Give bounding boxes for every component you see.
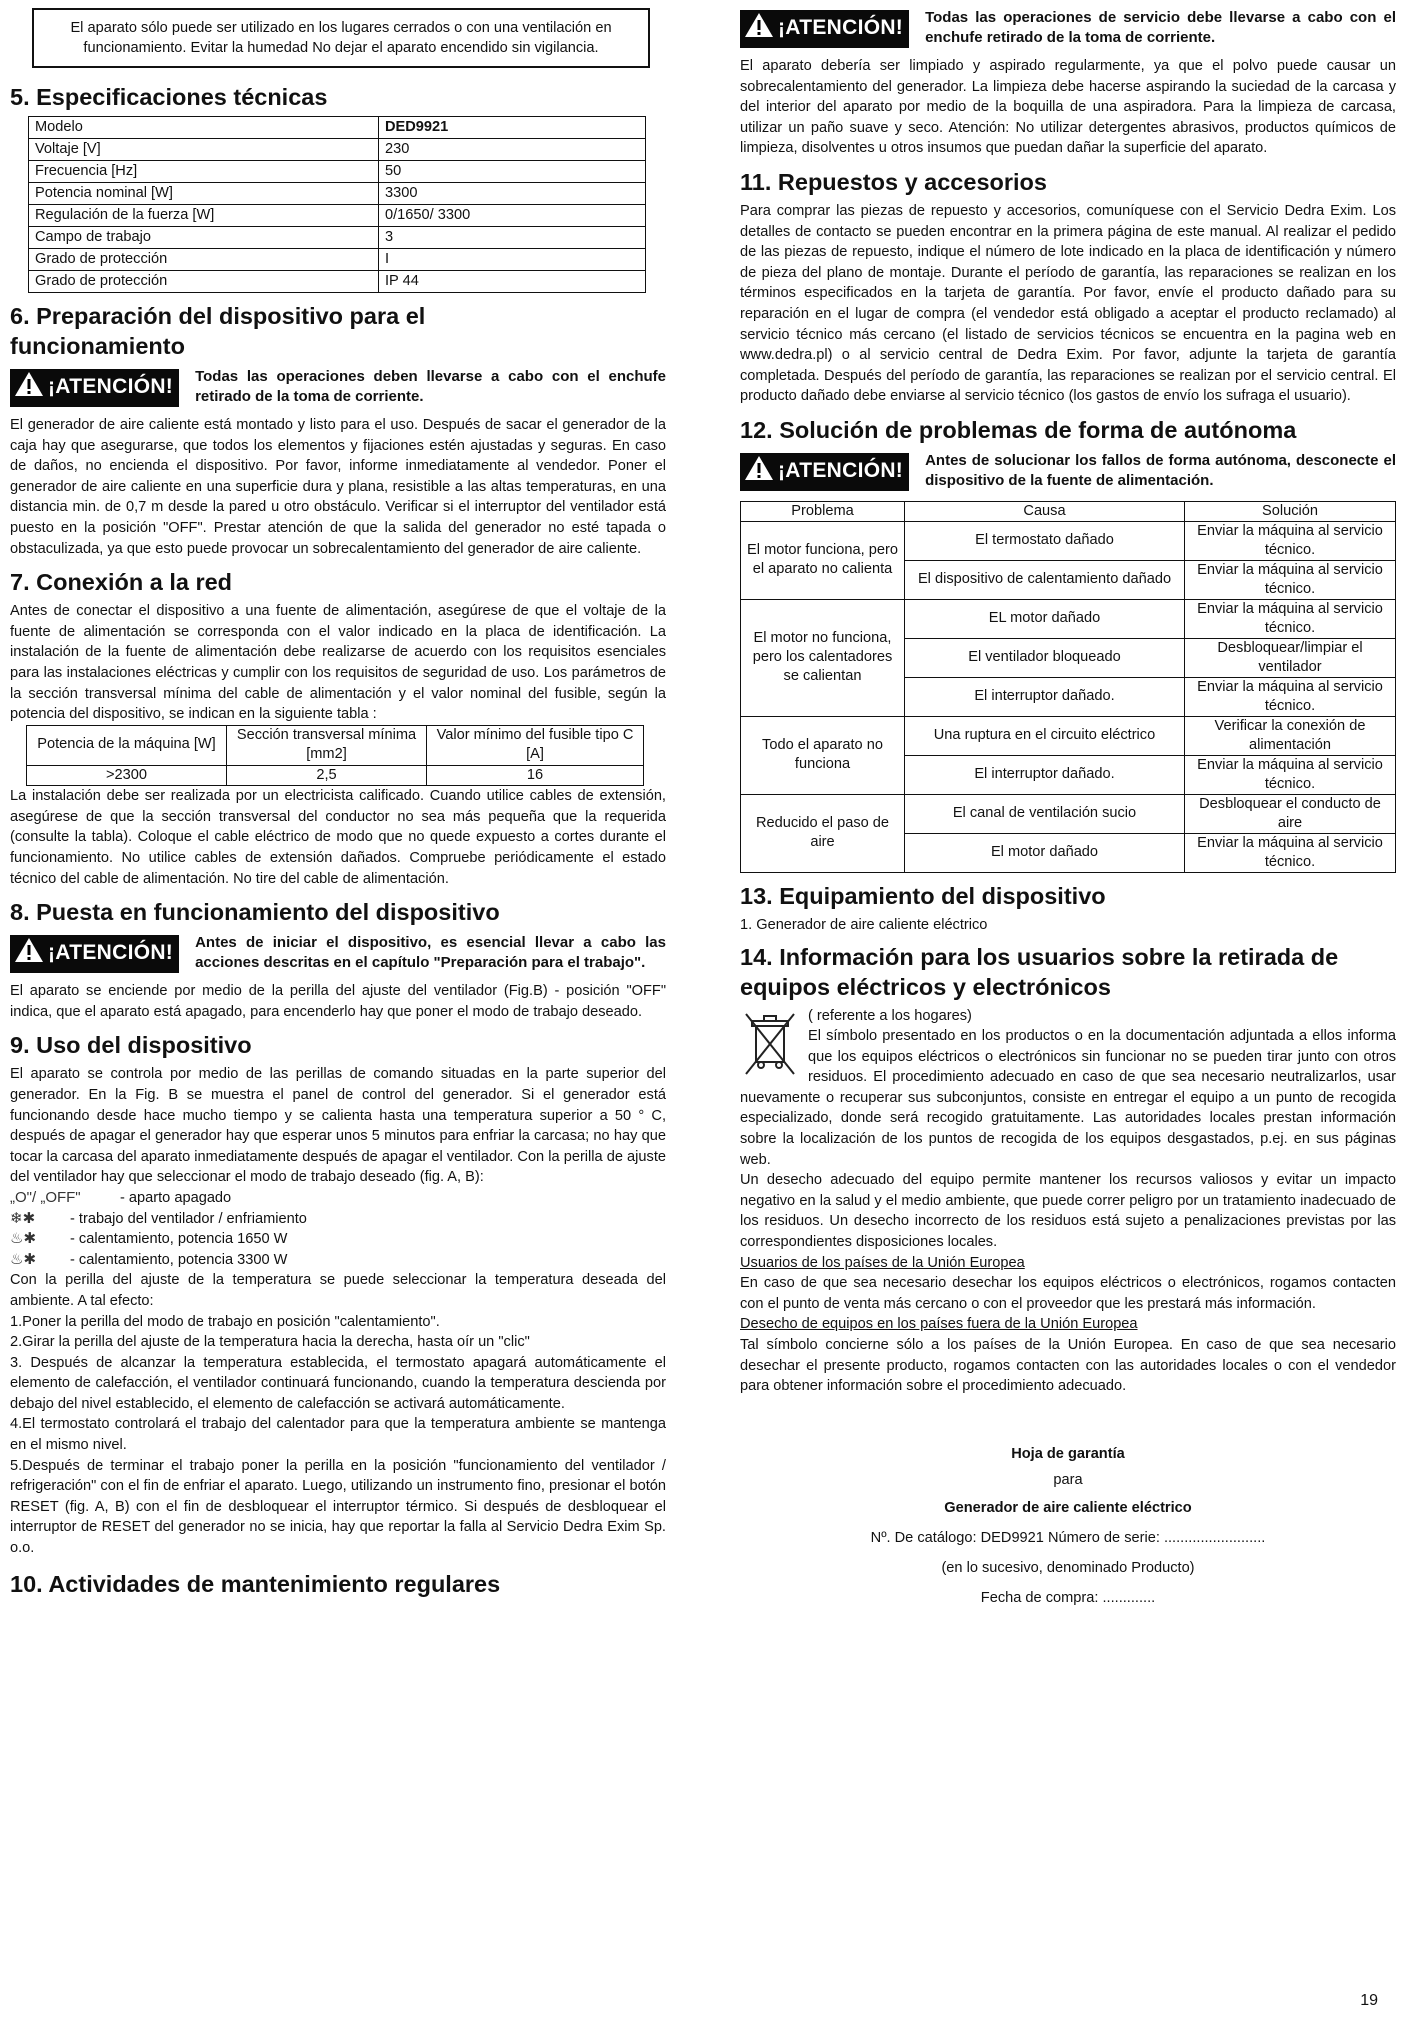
spec-row (29, 183, 646, 205)
trouble-cause: Una ruptura en el circuito eléctrico (905, 716, 1185, 755)
section-7-body-1: Antes de conectar el dispositivo a una fuente de alimentación, asegúrese de que el voltaje de la fuente de alimentación se corresponda con el valor indicado en la placa de identificación. La instalación de la fuente de alimentación debe realizarse de acuerdo con los requisitos esenciales para las instalaciones eléctricas y cumplir con los requisitos de seguridad de uso. Los parámetros de la sección transversal mínima del cable de alimentación y el valor nominal del fusible, según la potencia del dispositivo, se indican en la siguiente tabla : (10, 603, 666, 723)
warning-block-12 (740, 451, 1396, 495)
trouble-header-cause: Causa (905, 501, 1185, 521)
spec-value: 230 (379, 139, 646, 161)
trouble-cause: El ventilador bloqueado (905, 638, 1185, 677)
warning-block-6 (10, 367, 666, 411)
left-column (10, 8, 666, 1603)
power-cell-3: 16 (427, 765, 644, 786)
section-14-body-1: El símbolo presentado en los productos o en la documentación adjuntada a ellos informa que los equipos eléctricos o electrónicos sin funcionar no se pueden tirar junto con otros residuos. El procedimiento adecuado en caso de que sea necesario neutralizarlos, usar nuevamente o recuperar sus subconjuntos, consiste en entregar el equipo a un punto de recogida especializado, donde será recogido gratuitamente. Las autoridades locales prestan información sobre la localización de los puntos de recogida de los equipos desgastados, p.ej. en sus páginas web. (740, 1028, 1396, 1168)
atencion-label: ¡ATENCIÓN! (48, 941, 174, 965)
warranty-product: Generador de aire caliente eléctrico (944, 1499, 1192, 1516)
spec-value: IP 44 (379, 271, 646, 293)
crossed-bin-icon (740, 1008, 802, 1082)
spec-row (29, 205, 646, 227)
eu-body: En caso de que sea necesario desechar los equipos eléctricos o electrónicos, rogamos contacten con el punto de venta más cercano o con el proveedor que les prestará más información. (740, 1275, 1396, 1312)
mode-item (10, 1250, 666, 1271)
mode-list (10, 1188, 666, 1270)
warranty-purchase-date: Fecha de compra: ............. (980, 1589, 1156, 1606)
section-7-body-2: La instalación debe ser realizada por un electricista calificado. Cuando utilice cables de extensión, asegúrese de que la sección transversal del conductor no sea más pequeña que la requerida (consulte la tabla). Coloque el cable eléctrico de modo que no quede expuesto a cortes durante el funcionamiento. No utilice cables de extensión dañados. Compruebe periódicamente el estado técnico del cable de alimentación. No tire del cable de alimentación. (10, 788, 666, 887)
section-11-title: 11. Repuestos y accesorios (740, 168, 1047, 195)
warranty-denominated: (en lo sucesivo, denominado Producto) (941, 1559, 1195, 1576)
section-14-lead: ( referente a los hogares) (808, 1007, 972, 1024)
section-8-title: 8. Puesta en funcionamiento del dispositivo (10, 899, 500, 926)
spec-value: 3300 (379, 183, 646, 205)
warning-block-10 (740, 8, 1396, 52)
heating-mode-icon: ♨✱ (10, 1250, 37, 1268)
trouble-solution: Enviar la máquina al servicio técnico. (1185, 755, 1396, 794)
spec-label: Grado de protección (29, 249, 379, 271)
section-9-title: 9. Uso del dispositivo (10, 1032, 252, 1059)
warning-triangle-icon (14, 371, 44, 397)
spec-value: 0/1650/ 3300 (379, 205, 646, 227)
section-14-title: 14. Información para los usuarios sobre la retirada de equipos eléctricos y electrónicos (740, 943, 1339, 1000)
warning-triangle-icon (14, 937, 44, 963)
warning-triangle-icon (744, 455, 774, 481)
spec-label: Modelo (29, 117, 379, 139)
non-eu-heading: Desecho de equipos en los países fuera de la Unión Europea (740, 1316, 1138, 1333)
trouble-solution: Desbloquear/limpiar el ventilador (1185, 638, 1396, 677)
spec-value: 50 (379, 161, 646, 183)
spec-label: Voltaje [V] (29, 139, 379, 161)
mode-item (10, 1229, 666, 1250)
trouble-solution: Verificar la conexión de alimentación (1185, 716, 1396, 755)
section-12-title: 12. Solución de problemas de forma de autónoma (740, 416, 1297, 443)
warranty-sheet (740, 1441, 1396, 1613)
power-header-1: Potencia de la máquina [W] (27, 725, 227, 765)
trouble-problem: Reducido el paso de aire (741, 794, 905, 872)
trouble-solution: Desbloquear el conducto de aire (1185, 794, 1396, 833)
mode-item (10, 1188, 666, 1209)
spec-label: Frecuencia [Hz] (29, 161, 379, 183)
warning-text-8: Antes de iniciar el dispositivo, es esencial llevar a cabo las acciones descritas en el capítulo "Preparación para el trabajo". (195, 934, 666, 972)
spec-value: I (379, 249, 646, 271)
spec-label: Potencia nominal [W] (29, 183, 379, 205)
trouble-cause: EL motor dañado (905, 599, 1185, 638)
warning-text-6: Todas las operaciones deben llevarse a cabo con el enchufe retirado de la toma de corriente. (195, 368, 666, 405)
trouble-solution: Enviar la máquina al servicio técnico. (1185, 833, 1396, 872)
mode-description: - calentamiento, potencia 1650 W (70, 1231, 288, 1248)
section-5-title: 5. Especificaciones técnicas (10, 84, 328, 110)
mode-description: - aparto apagado (120, 1189, 232, 1206)
trouble-row (741, 716, 1396, 755)
step-item: 4.El termostato controlará el trabajo del calentador para que la temperatura ambiente se mantenga en el mismo nivel. (10, 1416, 666, 1454)
section-9-body-1: El aparato se controla por medio de las perillas de comando situadas en la parte superior del generador. En la Fig. B se muestra el panel de control del generador. Si el generador está funcionando desde hace mucho tiempo y se calienta hasta una temperatura superior a 50 ° C, después de apagar el generador hay que esperar unos 5 minutos para enfriar la carcasa; no hay que tocar la carcasa del aparato inmediatamente después de apagar el ventilador. Con la perilla de ajuste del ventilador hay que seleccionar el modo de trabajo deseado (fig. A, B): (10, 1066, 666, 1186)
trouble-solution: Enviar la máquina al servicio técnico. (1185, 599, 1396, 638)
spec-row (29, 249, 646, 271)
atencion-label: ¡ATENCIÓN! (778, 16, 904, 39)
atencion-badge (740, 10, 909, 48)
troubleshooting-table (740, 501, 1396, 873)
warranty-catalog: Nº. De catálogo: DED9921 Número de serie: ......................... (870, 1529, 1266, 1546)
atencion-badge (10, 935, 179, 973)
section-14-body-2: Un desecho adecuado del equipo permite mantener los recursos valiosos y evitar un impacto negativo en la salud y el medio ambiente, que puede correr peligro por un tratamiento inadecuado de los residuos. Un desecho incorrecto de los residuos está sujeto a penalizaciones previstas por las correspondientes disposiciones locales. (740, 1172, 1396, 1251)
trouble-solution: Enviar la máquina al servicio técnico. (1185, 560, 1396, 599)
atencion-badge (740, 453, 909, 491)
trouble-header-solution: Solución (1185, 501, 1396, 521)
trouble-problem: El motor funciona, pero el aparato no calienta (741, 521, 905, 599)
trouble-cause: El dispositivo de calentamiento dañado (905, 560, 1185, 599)
power-cell-1: >2300 (27, 765, 227, 786)
off-symbol: „O"/ „OFF" (10, 1188, 81, 1206)
step-item: 2.Girar la perilla del ajuste de la temperatura hacia la derecha, hasta oír un "clic" (10, 1334, 530, 1351)
warning-text-10: Todas las operaciones de servicio debe llevarse a cabo con el enchufe retirado de la toma de corriente. (925, 9, 1396, 46)
spec-table (28, 116, 646, 293)
trouble-cause: El interruptor dañado. (905, 677, 1185, 716)
trouble-problem: El motor no funciona, pero los calentadores se calientan (741, 599, 905, 716)
step-item: 1.Poner la perilla del modo de trabajo en posición "calentamiento". (10, 1313, 440, 1330)
atencion-label: ¡ATENCIÓN! (778, 458, 904, 482)
atencion-label: ¡ATENCIÓN! (48, 375, 174, 398)
spec-label: Campo de trabajo (29, 227, 379, 249)
spec-value: DED9921 (379, 117, 646, 139)
step-item: 3. Después de alcanzar la temperatura establecida, el termostato apagará automáticamente el elemento de calefacción, el ventilador continuará funcionando, cuando la temperatura descienda por debajo del nivel establecido, el elemento de calefacción se activará automáticamente. (10, 1354, 666, 1412)
section-9-body-2: Con la perilla del ajuste de la temperatura se puede seleccionar la temperatura deseada del ambiente. A tal efecto: (10, 1272, 666, 1309)
spec-label: Grado de protección (29, 271, 379, 293)
power-header-2: Sección transversal mínima [mm2] (227, 725, 427, 765)
trouble-solution: Enviar la máquina al servicio técnico. (1185, 677, 1396, 716)
spec-row (29, 161, 646, 183)
section-7-title: 7. Conexión a la red (10, 569, 233, 596)
eu-heading: Usuarios de los países de la Unión Europea (740, 1254, 1025, 1271)
power-cell-2: 2,5 (227, 765, 427, 786)
spec-value: 3 (379, 227, 646, 249)
section-8-body: El aparato se enciende por medio de la perilla del ajuste del ventilador (Fig.B) - posición "OFF" indica, que el aparato está apagado, para encenderlo hay que poner el modo de trabajo deseado. (10, 983, 666, 1020)
section-13-title: 13. Equipamiento del dispositivo (740, 882, 1106, 909)
fan-mode-icon: ❄✱ (10, 1209, 36, 1227)
warning-text-12: Antes de solucionar los fallos de forma autónoma, desconecte el dispositivo de la fuente de alimentación. (925, 451, 1396, 489)
trouble-cause: El canal de ventilación sucio (905, 794, 1185, 833)
intro-warning-box (32, 8, 650, 68)
trouble-cause: El motor dañado (905, 833, 1185, 872)
power-cable-table (26, 725, 644, 787)
warranty-title: Hoja de garantía (1011, 1445, 1125, 1462)
trouble-row (741, 794, 1396, 833)
trouble-problem: Todo el aparato no funciona (741, 716, 905, 794)
spec-row (29, 117, 646, 139)
weee-block (740, 1006, 1396, 1171)
section-13-item: 1. Generador de aire caliente eléctrico (740, 916, 988, 933)
trouble-row (741, 521, 1396, 560)
heating-mode-icon: ♨✱ (10, 1230, 37, 1248)
spec-row (29, 139, 646, 161)
section-6-title: 6. Preparación del dispositivo para el funcionamiento (10, 303, 426, 359)
trouble-row (741, 599, 1396, 638)
trouble-cause: El termostato dañado (905, 521, 1185, 560)
trouble-solution: Enviar la máquina al servicio técnico. (1185, 521, 1396, 560)
section-10-body: El aparato debería ser limpiado y aspirado regularmente, ya que el polvo puede causar un sobrecalentamiento del generador. La limpieza debe hacerse aspirando la suciedad de la carcasa y del interior del aparato por medio de la boquilla de una aspiradora. Para la limpieza de carcasa, utilizar un paño suave y seco. Atención: No utilizar detergentes abrasivos, productos químicos de limpieza, disolventes u otros insumos que puedan dañar la superficie del aparato. (740, 58, 1396, 157)
spec-label: Regulación de la fuerza [W] (29, 205, 379, 227)
warning-triangle-icon (744, 12, 774, 38)
spec-row (29, 271, 646, 293)
power-header-3: Valor mínimo del fusible tipo C [A] (427, 725, 644, 765)
intro-warning-text: El aparato sólo puede ser utilizado en los lugares cerrados o con una ventilación en funcionamiento. Evitar la humedad No dejar el aparato encendido sin vigilancia. (70, 20, 612, 56)
spec-row (29, 227, 646, 249)
trouble-header-problem: Problema (741, 501, 905, 521)
warranty-para: para (1053, 1471, 1083, 1488)
mode-item (10, 1209, 666, 1230)
non-eu-body: Tal símbolo concierne sólo a los países de la Unión Europea. En caso de que sea necesario desechar el presente producto, rogamos contacten con las autoridades locales o con el vendedor para obtener información sobre el procedimiento adecuado. (740, 1337, 1396, 1395)
section-11-body: Para comprar las piezas de repuesto y accesorios, comuníquese con el Servicio Dedra Exim. Los detalles de contacto se pueden encontrar en la primera página de este manual. Al realizar el pedido de las piezas de repuesto, indique el número de lote indicado en la placa de identificación y número de pieza del plano de montaje. Durante el período de garantía, las reparaciones se realizan en los términos especificados en la tarjeta de garantía. Por favor, envíe el producto dañado para su reparación en el lugar de compra (el vendedor está obligado a aceptar el producto reclamado) al servicio técnico más cercano (el listado de servicios técnicos se encuentra en la pagina web en www.dedra.pl) o al servicio central de Dedra Exim. Por favor, adjunte la tarjeta de garantía completada. Después del período de garantía, las reparaciones se realizan por el servicio central. El producto dañado debe enviarse al servicio técnico (los gastos de envío los sufraga el usuario). (740, 202, 1396, 405)
right-column (740, 8, 1396, 1613)
page-number: 19 (1360, 1992, 1378, 2009)
warning-block-8 (10, 933, 666, 977)
mode-description: - calentamiento, potencia 3300 W (70, 1251, 288, 1268)
step-list (10, 1312, 666, 1559)
atencion-badge (10, 369, 179, 407)
section-10-title: 10. Actividades de mantenimiento regulares (10, 1570, 501, 1597)
trouble-cause: El interruptor dañado. (905, 755, 1185, 794)
mode-description: - trabajo del ventilador / enfriamiento (70, 1210, 307, 1227)
step-item: 5.Después de terminar el trabajo poner la perilla en la posición "funcionamiento del ventilador / refrigeración" con el fin de enfriar el aparato. Luego, utilizando un instrumento fino, presionar el botón RESET (fig. A, B) con el fin de desbloquear el interruptor térmico. Si después de desbloquear el interruptor de RESET del generador no se inicia, hay que reportar la falla al Servicio Dedra Exim Sp. o.o. (10, 1457, 666, 1557)
section-6-body: El generador de aire caliente está montado y listo para el uso. Después de sacar el generador de la caja hay que asegurarse, que todos los elementos y fijaciones estén ajustadas y seguras. En caso de daños, no encienda el dispositivo. Por favor, informe inmediatamente al vendedor. Poner el generador de aire caliente en una superficie dura y plana, resistible a las altas temperaturas, en una distancia min. de 0,7 m desde la pared u otro obstáculo. Verificar si el interruptor del ventilador está puesto en la posición "OFF". Prestar atención de que la salida del generador no esté tapada o obstaculizada, ya que esto puede provocar un sobrecalentamiento del generador de aire caliente. (10, 417, 666, 557)
